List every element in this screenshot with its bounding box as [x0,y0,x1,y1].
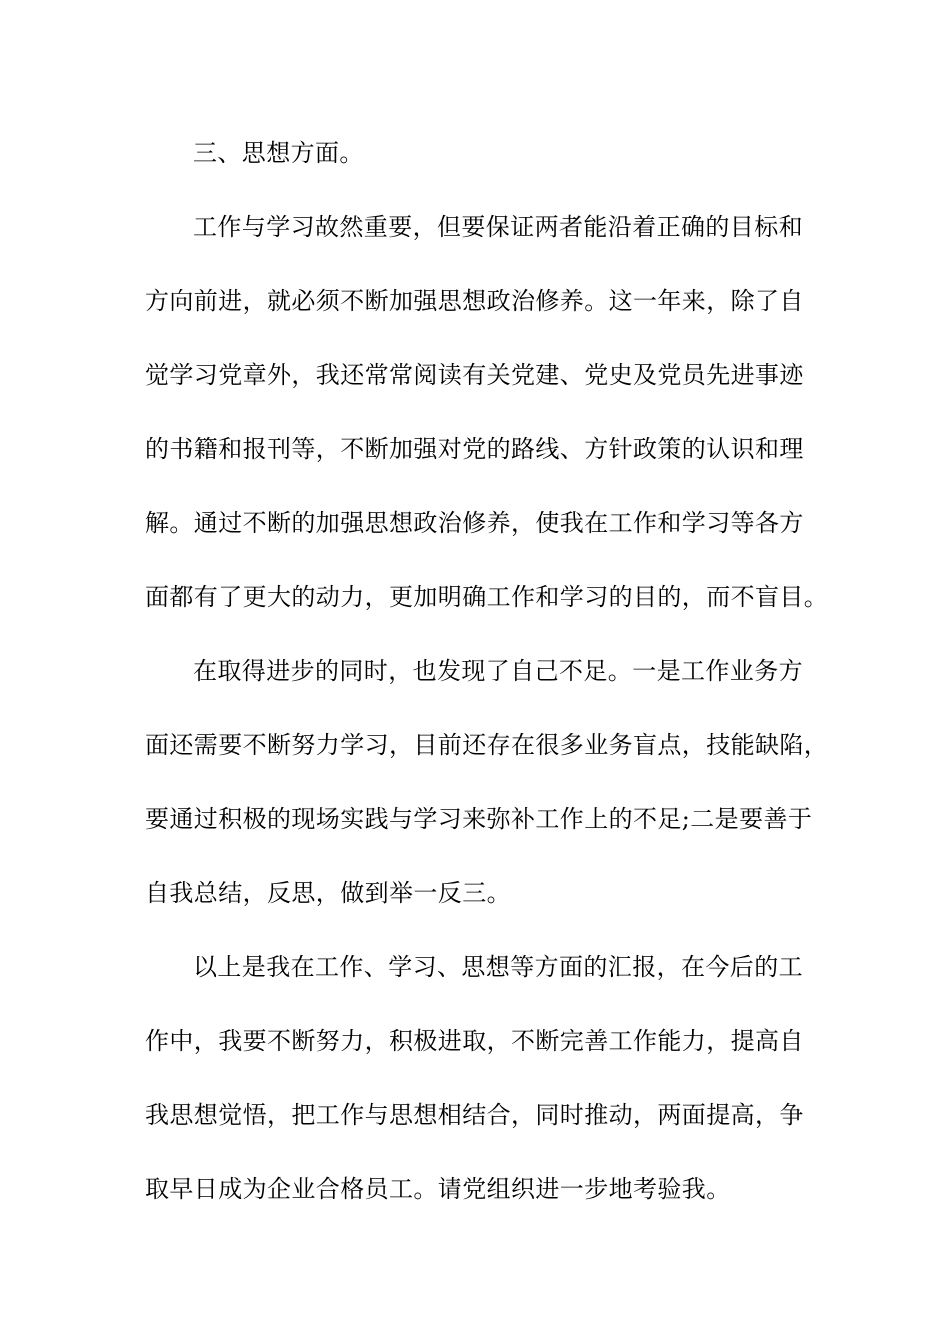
section-heading: 三、思想方面。 [193,139,364,167]
paragraph-2-line-2: 面还需要不断努力学习，目前还存在很多业务盲点，技能缺陷， [145,731,829,759]
paragraph-3-line-3: 我思想觉悟，把工作与思想相结合，同时推动，两面提高，争 [145,1101,804,1129]
paragraph-2-line-4: 自我总结，反思，做到举一反三。 [145,879,511,907]
paragraph-1-line-1: 工作与学习故然重要，但要保证两者能沿着正确的目标和 [193,213,803,241]
paragraph-1-line-4: 的书籍和报刊等，不断加强对党的路线、方针政策的认识和理 [145,435,804,463]
paragraph-2-line-1: 在取得进步的同时，也发现了自己不足。一是工作业务方 [193,657,803,685]
paragraph-1-line-3: 觉学习党章外，我还常常阅读有关党建、党史及党员先进事迹 [145,361,804,389]
paragraph-3-line-2: 作中，我要不断努力，积极进取，不断完善工作能力，提高自 [145,1027,804,1055]
paragraph-1-line-2: 方向前进，就必须不断加强思想政治修养。这一年来，除了自 [145,287,804,315]
paragraph-1-line-6: 面都有了更大的动力，更加明确工作和学习的目的，而不盲目。 [145,583,829,611]
paragraph-3-line-1: 以上是我在工作、学习、思想等方面的汇报，在今后的工 [193,953,803,981]
paragraph-3-line-4: 取早日成为企业合格员工。请党组织进一步地考验我。 [145,1175,731,1203]
paragraph-2-line-3: 要通过积极的现场实践与学习来弥补工作上的不足;二是要善于 [145,805,813,833]
paragraph-1-line-5: 解。通过不断的加强思想政治修养，使我在工作和学习等各方 [145,509,804,537]
